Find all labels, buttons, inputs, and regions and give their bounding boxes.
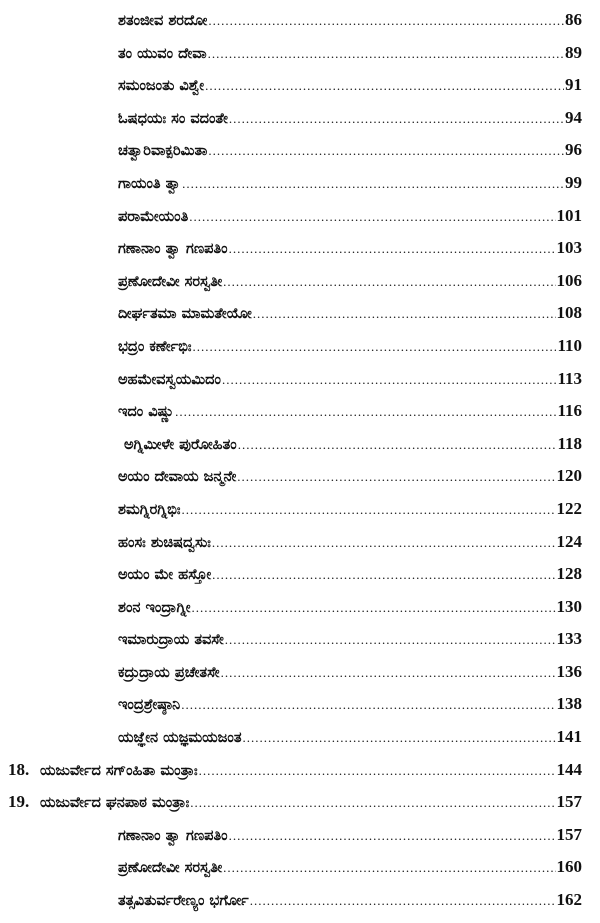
entry-title: ಹಂಸಃ ಶುಚಿಷದ್ವಸುಃ: [118, 534, 211, 551]
entry-title: ಪರಾಮೇಯಂತಿ: [118, 208, 189, 225]
entry-title: ಇಮಾರುದ್ರಾಯ ತವಸೇ: [118, 632, 224, 649]
dot-leader: [175, 398, 556, 426]
dot-leader: [225, 626, 556, 654]
page-number: 106: [556, 270, 582, 290]
page-number: 133: [556, 629, 582, 649]
entry-title: ಶತಂಜೀವ ಶರದೋ: [118, 13, 208, 29]
toc-chapter-entry: [0, 788, 600, 821]
dot-leader: [229, 822, 556, 850]
toc-entry: [0, 495, 600, 528]
toc-entry: [0, 853, 600, 886]
chapter-number: 18.: [8, 759, 30, 779]
toc-entry: [0, 560, 600, 593]
entry-title: ಶಮಗ್ನಿರಗ್ನಿಭಿಃ: [118, 501, 181, 518]
dot-leader: [182, 170, 564, 198]
entry-title: ಇಂದ್ರಶ್ರೇಷ್ಠಾನಿ: [118, 697, 181, 714]
page-number: 103: [556, 238, 582, 258]
dot-leader: [193, 333, 557, 361]
toc-entry: [0, 397, 600, 430]
entry-title: ಪ್ರಣೋದೇವೀ ಸರಸ್ವತೀ: [118, 860, 223, 877]
entry-title: ಚತ್ವಾರಿವಾಕ್ಪರಿಮಿತಾ: [118, 143, 208, 160]
dot-leader: [253, 300, 556, 328]
toc-entry: [0, 169, 600, 202]
page-number: 136: [556, 661, 582, 681]
dot-leader: [212, 529, 556, 557]
dot-leader: [208, 137, 564, 165]
toc-entry: [0, 886, 600, 919]
entry-title: ತತ್ಸವಿತುರ್ವರೇಣ್ಯಂ ಭರ್ಗೋ: [118, 893, 249, 910]
dot-leader: [199, 757, 556, 785]
page-number: 122: [556, 498, 582, 518]
entry-title: ಗಣಾನಾಂ ತ್ವಾ ಗಣಪತಿಂ: [118, 827, 228, 844]
entry-title: ಯಜುರ್ವೇದ ಸಗ್ಂಹಿತಾ ಮಂತ್ರಾಃ: [40, 762, 198, 779]
dot-leader: [223, 854, 555, 882]
toc-entry: [0, 625, 600, 658]
dot-leader: [229, 235, 556, 263]
entry-title: ಅಯಂ ಮೇ ಹಸ್ತೋ: [118, 567, 212, 584]
dot-leader: [208, 40, 564, 68]
toc-entry: [0, 6, 600, 39]
entry-title: ಅಹಮೇವಸ್ವಯಮಿದಂ: [118, 371, 221, 388]
dot-leader: [181, 691, 555, 719]
toc-entry: [0, 267, 600, 300]
entry-title: ಗಣಾನಾಂ ತ್ವಾ ಗಣಪತಿಂ: [118, 241, 228, 258]
page-number: 144: [556, 759, 582, 779]
entry-title: ಅಯಂ ದೇವಾಯ ಜನ್ಮನೇ: [118, 469, 237, 486]
page-number: 116: [557, 401, 582, 421]
dot-leader: [205, 72, 564, 100]
page-number: 113: [557, 368, 582, 388]
page-number: 86: [565, 10, 582, 29]
page-number: 89: [565, 42, 582, 62]
page-number: 124: [556, 531, 582, 551]
page-number: 108: [556, 303, 582, 323]
page-number: 141: [556, 727, 582, 747]
entry-title: ಶಂನ ಇಂದ್ರಾಗ್ನೀ: [118, 599, 191, 616]
entry-title: ಪ್ರಣೋದೇವೀ ಸರಸ್ವತೀ: [118, 273, 223, 290]
entry-title: ಓಷಧಯಃ ಸಂ ವದಂತೇ: [118, 110, 228, 127]
dot-leader: [182, 496, 556, 524]
dot-leader: [250, 887, 556, 915]
dot-leader: [238, 431, 557, 459]
page-number: 118: [557, 433, 582, 453]
dot-leader: [208, 7, 564, 35]
page-number: 160: [556, 857, 582, 877]
page-number: 99: [565, 172, 582, 192]
toc-entry: [0, 528, 600, 561]
toc-entry: [0, 690, 600, 723]
page-number: 130: [556, 596, 582, 616]
entry-title: ಯಜ್ಞೇನ ಯಜ್ಞಮಯಜಂತ: [118, 730, 242, 747]
entry-title: ದೀರ್ಘತಮಾ ಮಾಮತೇಯೋ: [118, 306, 252, 323]
toc-entry: [0, 104, 600, 137]
page-number: 120: [556, 466, 582, 486]
page-number: 162: [556, 890, 582, 910]
entry-title: ಸಮಂಜಂತು ವಿಶ್ವೇ: [118, 78, 205, 95]
entry-title: ಗಾಯಂತಿ ತ್ವಾ: [118, 175, 182, 192]
dot-leader: [223, 268, 555, 296]
dot-leader: [222, 366, 557, 394]
dot-leader: [221, 659, 556, 687]
toc-entry: [0, 71, 600, 104]
toc-entry: [0, 430, 600, 463]
toc-entry: [0, 593, 600, 626]
toc-entry: [0, 658, 600, 691]
entry-title: ಯಜುರ್ವೇದ ಘನಪಾಠ ಮಂತ್ರಾಃ: [40, 795, 190, 812]
page-number: 157: [556, 792, 582, 812]
toc-entry: [0, 202, 600, 235]
page-number: 110: [557, 335, 582, 355]
dot-leader: [190, 789, 555, 817]
chapter-number: 19.: [8, 792, 30, 812]
entry-title: ಅಗ್ನಿಮೀಳೇ ಪುರೋಹಿತಂ: [124, 436, 237, 453]
toc-entry: [0, 365, 600, 398]
entry-title: ತಂ ಯುವಂ ದೇವಾ: [118, 45, 207, 62]
dot-leader: [243, 724, 556, 752]
toc-entry: [0, 723, 600, 756]
entry-title: ಕದ್ರುದ್ರಾಯ ಪ್ರಚೇತಸೇ: [118, 664, 220, 681]
page-number: 101: [556, 205, 582, 225]
page-number: 157: [556, 824, 582, 844]
toc-entry: [0, 39, 600, 72]
toc-entry: [0, 136, 600, 169]
toc-entry: [0, 332, 600, 365]
entry-title: ಭದ್ರಂ ಕರ್ಣೇಭಿಃ: [118, 338, 192, 355]
page-number: 96: [565, 140, 582, 160]
dot-leader: [189, 203, 555, 231]
toc-chapter-entry: [0, 756, 600, 789]
page-number: 138: [556, 694, 582, 714]
page-number: 91: [565, 75, 582, 95]
toc-entry: [0, 821, 600, 854]
dot-leader: [212, 561, 555, 589]
toc-entry: [0, 299, 600, 332]
dot-leader: [237, 463, 555, 491]
toc-entry: [0, 462, 600, 495]
dot-leader: [229, 105, 564, 133]
table-of-contents: [0, 6, 600, 919]
page-number: 94: [565, 107, 582, 127]
dot-leader: [192, 594, 556, 622]
entry-title: ಇದಂ ವಿಷ್ಣು: [118, 404, 175, 421]
toc-entry: [0, 234, 600, 267]
page-number: 128: [556, 564, 582, 584]
